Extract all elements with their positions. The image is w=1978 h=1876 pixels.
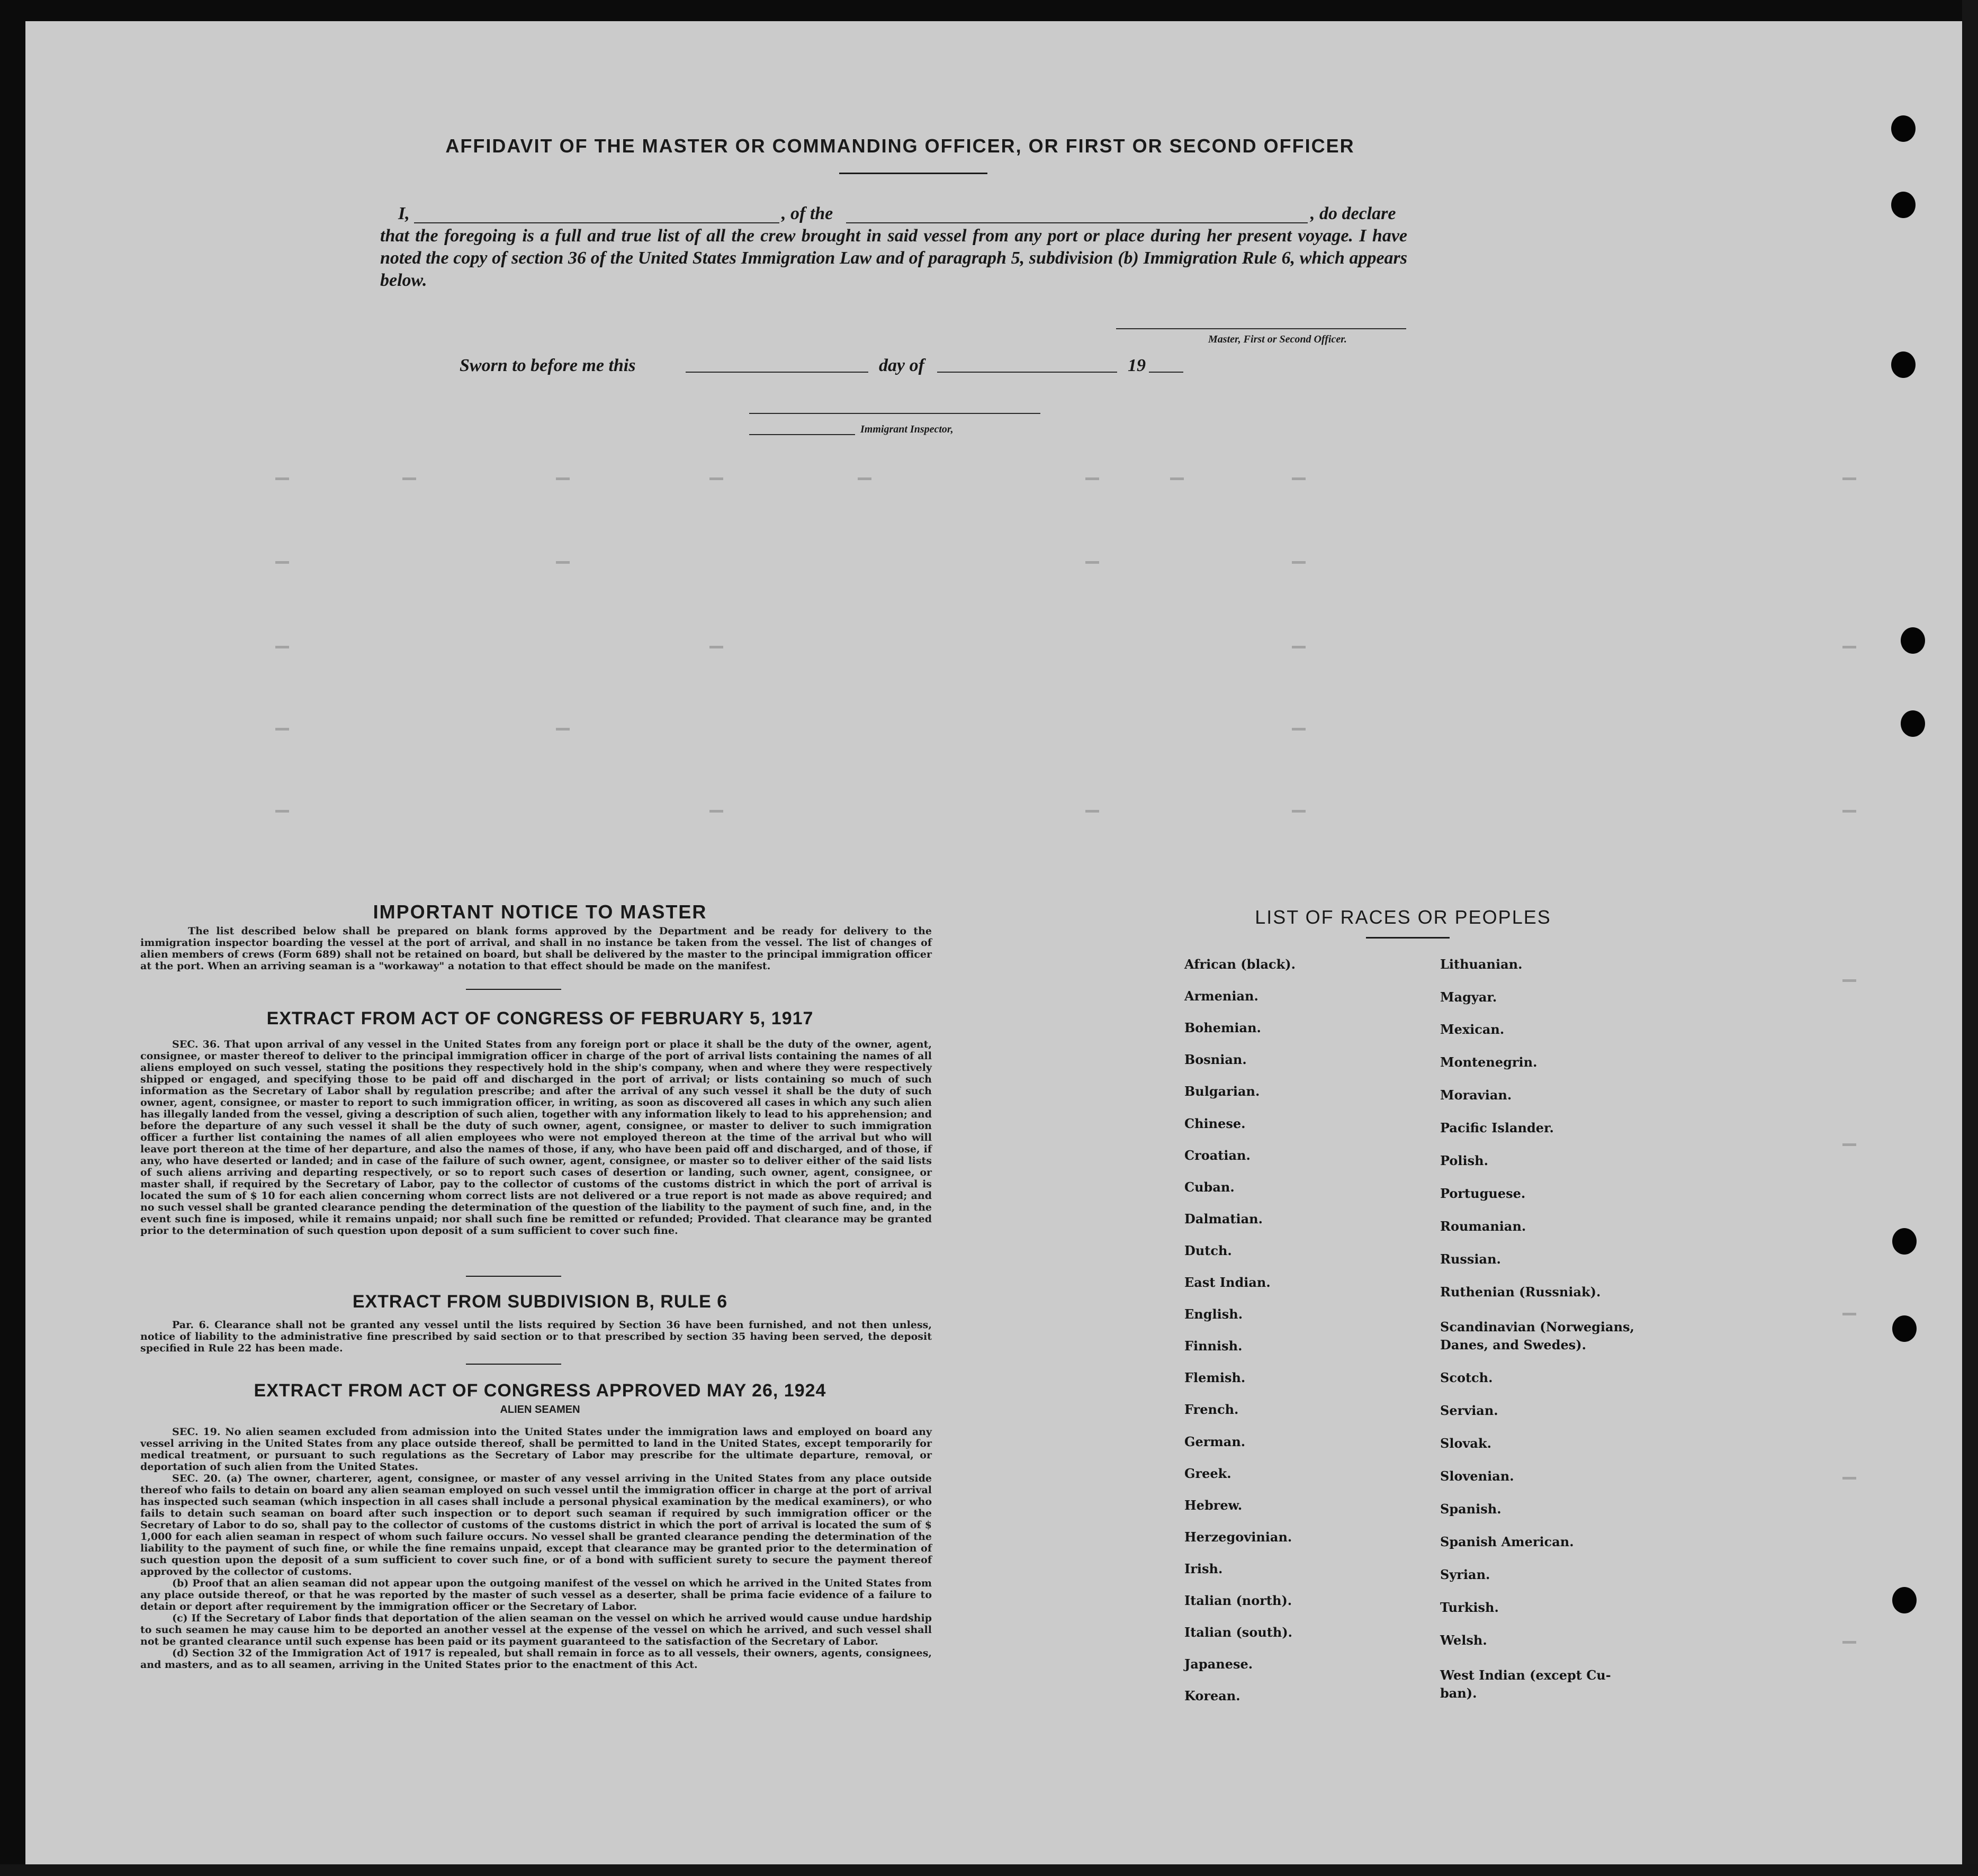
do-declare-label: , do declare bbox=[1310, 204, 1396, 223]
bleed-through-mark bbox=[275, 477, 289, 480]
scan-border-right bbox=[1962, 0, 1978, 1876]
race-item: Slovak. bbox=[1440, 1436, 1491, 1451]
race-item: Pacific Islander. bbox=[1440, 1120, 1554, 1135]
of-the-label: , of the bbox=[781, 204, 833, 223]
race-item: Dutch. bbox=[1184, 1242, 1232, 1258]
scan-border-left bbox=[0, 0, 25, 1876]
title-underline bbox=[839, 173, 987, 174]
bleed-through-mark bbox=[1842, 1641, 1856, 1644]
bleed-through-mark bbox=[275, 561, 289, 564]
race-item: Slovenian. bbox=[1440, 1468, 1514, 1484]
race-item: German. bbox=[1184, 1433, 1246, 1449]
race-item: Finnish. bbox=[1184, 1338, 1243, 1354]
race-item: Chinese. bbox=[1184, 1115, 1246, 1131]
extract-1924-body bbox=[140, 1426, 932, 1671]
bleed-through-mark bbox=[1292, 728, 1306, 730]
race-item: Herzegovinian. bbox=[1184, 1529, 1292, 1545]
race-item: Montenegrin. bbox=[1440, 1054, 1538, 1070]
officer-signature-blank[interactable] bbox=[1116, 328, 1406, 329]
inspector-name-blank[interactable] bbox=[749, 434, 855, 435]
race-item: Turkish. bbox=[1440, 1600, 1499, 1615]
race-item: Russian. bbox=[1440, 1251, 1501, 1267]
race-item: English. bbox=[1184, 1306, 1243, 1322]
race-item: Portuguese. bbox=[1440, 1186, 1526, 1201]
extract-1917-divider bbox=[466, 1276, 561, 1277]
race-item: Ruthenian (Russniak). bbox=[1440, 1284, 1601, 1300]
race-item: Servian. bbox=[1440, 1403, 1498, 1418]
notice-text: The list described below shall be prepared on blank forms approved by the Department and be ready for delivery to the immigration inspector boarding the vessel at the port of arrival, and shall in no instance be taken from the vessel. The list of changes of alien members of crews (Form 689) shall not be retained on board, but shall be delivered by the master to the principal immigration officer at the port. When an arriving seaman is a "workaway" a notation to that effect should be made on the manifest. bbox=[140, 925, 932, 972]
bleed-through-mark bbox=[709, 810, 723, 813]
race-item: Japanese. bbox=[1184, 1656, 1253, 1672]
race-item: Korean. bbox=[1184, 1688, 1240, 1704]
races-title: LIST OF RACES OR PEOPLES bbox=[1255, 906, 1551, 928]
scan-border-top bbox=[0, 0, 1978, 21]
race-item: Italian (north). bbox=[1184, 1593, 1292, 1608]
affidavit-title: AFFIDAVIT OF THE MASTER OR COMMANDING OFFICER, OR FIRST OR SECOND OFFICER bbox=[445, 135, 1355, 157]
race-item: Spanish American. bbox=[1440, 1534, 1574, 1549]
bleed-through-mark bbox=[556, 477, 570, 480]
race-item: Bosnian. bbox=[1184, 1052, 1247, 1068]
bleed-through-mark bbox=[858, 477, 871, 480]
extract-rule6-title: EXTRACT FROM SUBDIVISION B, RULE 6 bbox=[352, 1292, 728, 1312]
punch-hole bbox=[1901, 627, 1925, 654]
sec-20a-text: SEC. 20. (a) The owner, charterer, agent, consignee, or master of any vessel arriving in the United States from any place outside thereof who fails to detain on board any alien seaman employed on such vessel until the immigration officer in charge at the port of arrival has inspected such seaman (which inspection in all cases shall include a personal physical examination by the medical examiners), or who fails to detain such seaman on board after such inspection or to deport such seaman if required by such immigration officer or the Secretary of Labor to do so, shall pay to the collector of customs of the customs district in which the port of arrival is located the sum of $ 1,000 for each alien seaman in respect of whom such failure occurs. No vessel shall be granted clearance pending the determination of the liability to the payment of such fine, or while the fine remains unpaid, except that clearance may be granted prior to the determination of such question upon the deposit of a sum sufficient to cover such fine, or of a bond with sufficient surety to secure the payment thereof approved by the collector of customs. bbox=[140, 1473, 932, 1577]
extract-1917-title: EXTRACT FROM ACT OF CONGRESS OF FEBRUARY 5, 1917 bbox=[266, 1008, 814, 1029]
bleed-through-mark bbox=[709, 646, 723, 648]
inspector-signature-blank-2[interactable] bbox=[934, 413, 1040, 414]
bleed-through-mark bbox=[1292, 646, 1306, 648]
bleed-through-mark bbox=[402, 477, 416, 480]
race-item: Moravian. bbox=[1440, 1087, 1512, 1103]
race-item: Scandinavian (Norwegians, Danes, and Swedes). bbox=[1440, 1319, 1634, 1352]
bleed-through-mark bbox=[275, 646, 289, 648]
bleed-through-mark bbox=[1842, 810, 1856, 813]
punch-hole bbox=[1891, 192, 1916, 218]
race-item: Greek. bbox=[1184, 1465, 1231, 1481]
vessel-name-blank[interactable] bbox=[846, 222, 1308, 223]
extract-1924-title: EXTRACT FROM ACT OF CONGRESS APPROVED MAY 26, 1924 bbox=[254, 1381, 826, 1401]
race-item: Cuban. bbox=[1184, 1179, 1235, 1195]
race-item: Welsh. bbox=[1440, 1633, 1487, 1648]
race-item: West Indian (except Cu- ban). bbox=[1440, 1667, 1611, 1701]
race-item: Croatian. bbox=[1184, 1147, 1251, 1163]
sworn-month-blank[interactable] bbox=[937, 372, 1117, 373]
race-item: East Indian. bbox=[1184, 1275, 1271, 1290]
race-item: Syrian. bbox=[1440, 1567, 1490, 1582]
bleed-through-mark bbox=[1842, 979, 1856, 982]
notice-divider bbox=[466, 989, 561, 990]
sec-20d-text: (d) Section 32 of the Immigration Act of 1917 is repealed, but shall remain in force as to all vessels, their owners, agents, consignees, and masters, and as to all seamen, arriving in the United States prior to the enactment of this Act. bbox=[140, 1647, 932, 1671]
race-item: Hebrew. bbox=[1184, 1497, 1243, 1513]
race-item: Italian (south). bbox=[1184, 1625, 1293, 1640]
inspector-caption: Immigrant Inspector, bbox=[860, 423, 954, 435]
punch-hole bbox=[1891, 115, 1916, 142]
bleed-through-mark bbox=[275, 728, 289, 730]
extract-1924-subtitle: ALIEN SEAMEN bbox=[500, 1404, 580, 1415]
race-item: Bulgarian. bbox=[1184, 1084, 1260, 1099]
bleed-through-mark bbox=[275, 810, 289, 813]
notice-title: IMPORTANT NOTICE TO MASTER bbox=[373, 901, 707, 923]
year-prefix: 19 bbox=[1128, 356, 1146, 375]
race-item: Dalmatian. bbox=[1184, 1211, 1263, 1226]
race-item: Polish. bbox=[1440, 1153, 1488, 1168]
bleed-through-mark bbox=[1085, 561, 1099, 564]
race-item: Roumanian. bbox=[1440, 1219, 1526, 1234]
declarant-label: I, bbox=[398, 204, 410, 223]
extract-1917-text: SEC. 36. That upon arrival of any vessel in the United States from any foreign port or place it shall be the duty of the owner, agent, consignee, or master thereof to deliver to the principal immigration officer in charge of the port of arrival lists containing the names of all aliens employed on such vessel, stating the positions they respectively hold in the ship's company, when and where they were respectively shipped or engaged, and specifying those to be paid off and discharged in the port of arrival; or lists containing so much of such information as the Secretary of Labor shall by regulation prescribe; and after the arrival of any such vessel it shall be the duty of such owner, agent, consignee, or master to report to such immigration officer, in writing, as soon as discovered all cases in which any such alien has illegally landed from the vessel, giving a description of such alien, together with any information likely to lead to his apprehension; and before the departure of any such vessel it shall be the duty of such owner, agent, consignee, or master to deliver to such immigration officer a further list containing the names of all alien employees who were not employed thereon at the time of the arrival but who will leave port thereon at the time of her departure, and also the names of those, if any, who have been paid off and discharged, and of those, if any, who have deserted or landed; and in case of the failure of such owner, agent, consignee, or master so to deliver either of the said lists of such aliens arriving and departing respectively, or so to report such cases of desertion or landing, such owner, agent, consignee, or master shall, if required by the Secretary of Labor, pay to the collector of customs of the customs district in which the port of arrival is located the sum of $ 10 for each alien concerning whom correct lists are not delivered or a true report is not made as above required; and no such vessel shall be granted clearance pending the determination of the question of the liability to the payment of such fine, and, in the event such fine is imposed, while it remains unpaid; nor shall such fine be remitted or refunded; Provided. That clearance may be granted prior to the determination of such question upon deposit of a sum sufficient to cover such fine. bbox=[140, 1039, 932, 1237]
bleed-through-mark bbox=[1085, 477, 1099, 480]
race-item: African (black). bbox=[1184, 957, 1296, 972]
sworn-day-blank[interactable] bbox=[686, 372, 868, 373]
bleed-through-mark bbox=[1842, 1313, 1856, 1315]
races-title-underline bbox=[1366, 937, 1450, 939]
bleed-through-mark bbox=[1085, 810, 1099, 813]
race-item: Scotch. bbox=[1440, 1370, 1493, 1385]
punch-hole bbox=[1901, 710, 1925, 737]
punch-hole bbox=[1892, 1587, 1917, 1613]
bleed-through-mark bbox=[556, 561, 570, 564]
declaration-paragraph: that the foregoing is a full and true list of all the crew brought in said vessel from any port or place during her present voyage. I have noted the copy of section 36 of the United States Immigration Law and of paragraph 5, subdivision (b) Immigration Rule 6, which appears below. bbox=[380, 226, 1407, 290]
punch-hole bbox=[1892, 1228, 1917, 1255]
extract-rule6-text: Par. 6. Clearance shall not be granted any vessel until the lists required by Section 36 have been furnished, and not then unless, notice of liability to the administrative fine prescribed by said section or to that prescribed by section 35 having been served, the deposit specified in Rule 22 has been made. bbox=[140, 1319, 932, 1354]
punch-hole bbox=[1892, 1315, 1917, 1342]
race-item: Bohemian. bbox=[1184, 1020, 1261, 1036]
bleed-through-mark bbox=[709, 477, 723, 480]
bleed-through-mark bbox=[1170, 477, 1184, 480]
race-item: Lithuanian. bbox=[1440, 957, 1523, 972]
race-item: Armenian. bbox=[1184, 988, 1258, 1004]
sec-19-text: SEC. 19. No alien seamen excluded from admission into the United States under the immigration laws and employed on board any vessel arriving in the United States from any place outside thereof, shall be permitted to land in the United States, except temporarily for medical treatment, or pursuant to such regulations as the Secretary of Labor may prescribe for the ultimate departure, removal, or deportation of such alien from the United States. bbox=[140, 1426, 932, 1473]
race-item: Spanish. bbox=[1440, 1501, 1502, 1517]
race-item: Magyar. bbox=[1440, 989, 1497, 1005]
bleed-through-mark bbox=[1842, 646, 1856, 648]
race-item: Mexican. bbox=[1440, 1022, 1505, 1037]
scan-border-bottom bbox=[0, 1864, 1978, 1876]
bleed-through-mark bbox=[1842, 1477, 1856, 1480]
extract-rule6-divider bbox=[466, 1364, 561, 1365]
sworn-label: Sworn to before me this bbox=[460, 356, 636, 375]
sec-20b-text: (b) Proof that an alien seaman did not appear upon the outgoing manifest of the vessel on which he arrived in the United States from any place outside thereof, or that he was reported by the master of such vessel as a deserter, shall be prima facie evidence of a failure to detain or deport after requirement by the immigration officer or the Secretary of Labor. bbox=[140, 1577, 932, 1612]
bleed-through-mark bbox=[1842, 477, 1856, 480]
sec-20c-text: (c) If the Secretary of Labor finds that deportation of the alien seaman on the vessel on which he arrived would cause undue hardship to such seamen he may cause him to be deported an another vessel at the expense of the vessel on which he arrived, and such vessel shall not be granted clearance until such expense has been paid or its payment guaranteed to the satisfaction of the Secretary of Labor. bbox=[140, 1612, 932, 1647]
race-item: Irish. bbox=[1184, 1561, 1223, 1576]
day-of-label: day of bbox=[879, 356, 924, 375]
signature-caption: Master, First or Second Officer. bbox=[1208, 333, 1347, 345]
bleed-through-mark bbox=[556, 728, 570, 730]
race-item: French. bbox=[1184, 1402, 1239, 1418]
bleed-through-mark bbox=[1292, 810, 1306, 813]
punch-hole bbox=[1891, 351, 1916, 378]
declarant-name-blank[interactable] bbox=[414, 222, 779, 223]
bleed-through-mark bbox=[1292, 477, 1306, 480]
sworn-year-blank[interactable] bbox=[1149, 372, 1183, 373]
inspector-signature-blank[interactable] bbox=[749, 413, 934, 414]
race-item: Flemish. bbox=[1184, 1370, 1246, 1386]
bleed-through-mark bbox=[1842, 1143, 1856, 1146]
bleed-through-mark bbox=[1292, 561, 1306, 564]
